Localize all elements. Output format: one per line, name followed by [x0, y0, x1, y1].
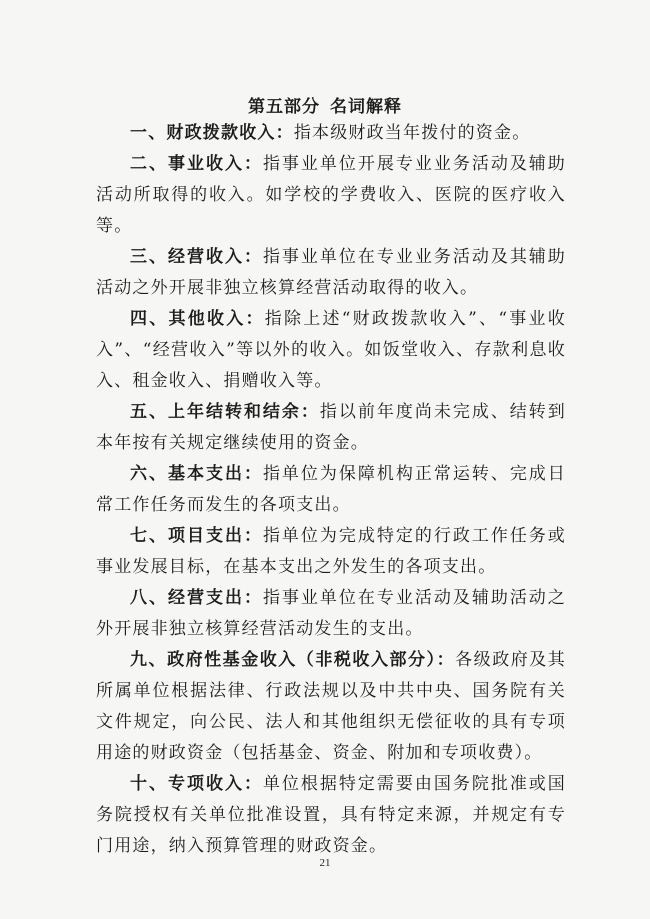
glossary-term: 二、事业收入：: [130, 154, 263, 174]
glossary-definition: 指本级财政当年拨付的资金。: [293, 123, 531, 143]
glossary-term: 九、政府性基金收入（非税收入部分）：: [130, 650, 456, 670]
glossary-definition: 指事业单位开展专业业务活动及辅助活动所取得的收入。如学校的学费收入、医院的医疗收入等。: [96, 154, 566, 236]
glossary-entry-2: [96, 149, 566, 242]
glossary-term: 四、其他收入：: [130, 309, 265, 329]
glossary-definition: 指以前年度尚未完成、结转到本年按有关规定继续使用的资金。: [96, 402, 566, 453]
page-title: [0, 92, 650, 117]
glossary-entry-9: [96, 645, 566, 769]
glossary-term: 一、财政拨款收入：: [130, 123, 294, 143]
title-name: 名词解释: [330, 97, 402, 117]
glossary-term: 三、经营收入：: [130, 247, 263, 267]
page-number: 21: [319, 857, 331, 869]
glossary-list: [96, 118, 566, 862]
glossary-term: 七、项目支出：: [130, 526, 263, 546]
glossary-definition: 指单位为完成特定的行政工作任务或事业发展目标，在基本支出之外发生的各项支出。: [96, 526, 566, 577]
glossary-entry-1: [96, 118, 566, 149]
glossary-definition: 指事业单位在专业业务活动及其辅助活动之外开展非独立核算经营活动取得的收入。: [96, 247, 566, 298]
glossary-definition: 指除上述“财政拨款收入”、“事业收入”、“经营收入”等以外的收入。如饭堂收入、存款利息收入、租金收入、捐赠收入等。: [96, 309, 566, 391]
glossary-term: 十、专项收入：: [130, 774, 263, 794]
glossary-entry-8: [96, 583, 566, 645]
glossary-entry-10: [96, 769, 566, 862]
glossary-entry-7: [96, 521, 566, 583]
glossary-term: 五、上年结转和结余：: [130, 402, 320, 422]
glossary-entry-3: [96, 242, 566, 304]
glossary-entry-6: [96, 459, 566, 521]
glossary-term: 八、经营支出：: [130, 588, 263, 608]
glossary-definition: 单位根据特定需要由国务院批准或国务院授权有关单位批准设置，具有特定来源，并规定有专门用途，纳入预算管理的财政资金。: [96, 774, 566, 856]
glossary-entry-4: [96, 304, 566, 397]
title-part: 第五部分: [248, 97, 320, 117]
glossary-definition: 指单位为保障机构正常运转、完成日常工作任务而发生的各项支出。: [96, 464, 566, 515]
glossary-term: 六、基本支出：: [130, 464, 263, 484]
glossary-definition: 各级政府及其所属单位根据法律、行政法规以及中共中央、国务院有关文件规定，向公民、法人和其他组织无偿征收的具有专项用途的财政资金（包括基金、资金、附加和专项收费）。: [96, 650, 566, 763]
glossary-entry-5: [96, 397, 566, 459]
glossary-definition: 指事业单位在专业活动及辅助活动之外开展非独立核算经营活动发生的支出。: [96, 588, 566, 639]
